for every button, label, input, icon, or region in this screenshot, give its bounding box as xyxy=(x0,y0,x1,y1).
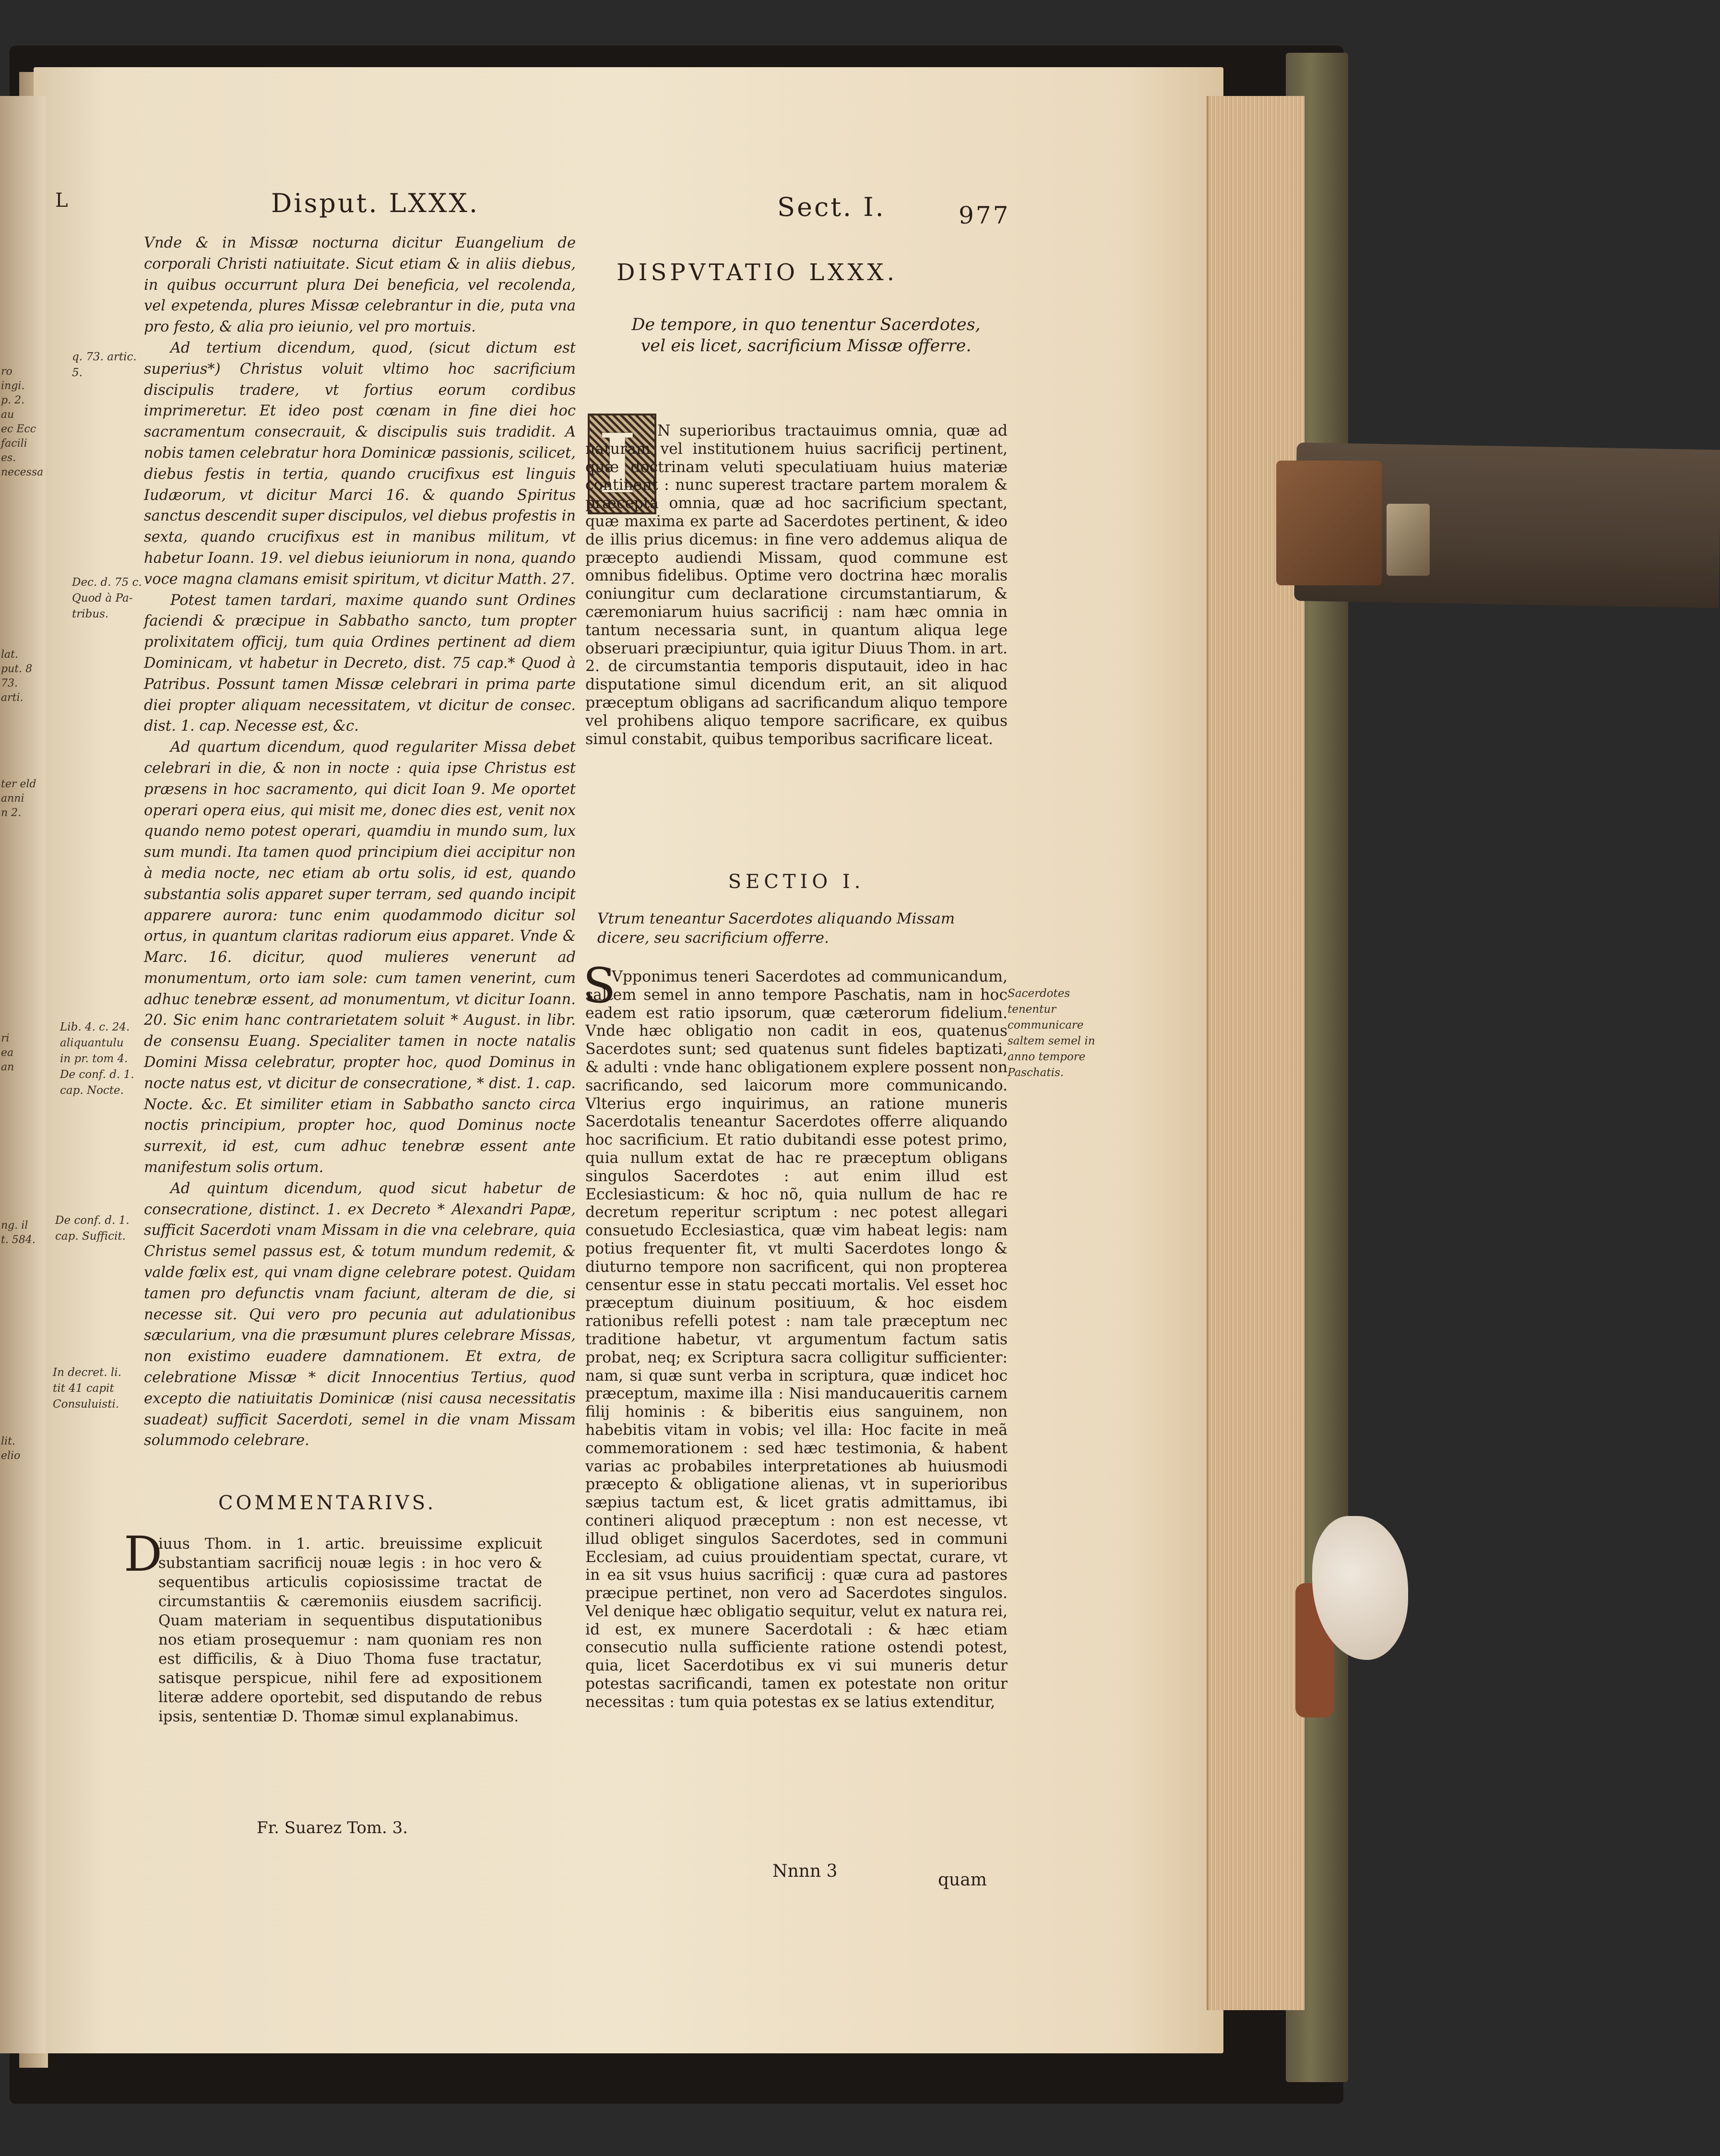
margin-note: Lib. 4. c. 24. aliquantulu in pr. tom 4. De conf. d. 1. cap. Nocte. xyxy=(60,1021,134,1097)
left-page-fragment: lat. put. 8 73. arti. xyxy=(1,649,33,704)
margin-note: Dec. d. 75 c. Quod à Pa- tribus. xyxy=(72,576,142,620)
commentary-dropcap: D xyxy=(124,1526,163,1582)
left-page-fragment: ri ea an xyxy=(1,1032,14,1073)
paragraph: Potest tamen tardari, maxime quando sunt Ordines faciendi & præcipue in Sabbatho sancto, tum propter prolixitatem officij, tum quia Ordines pertinent ad diem Dominicam, vt habetur in Decreto, dist. 75 cap.* Quod à Patribus. Possunt tamen Missæ celebrari in prima parte diei propter aliquam necessitatem, vt dicitur de consec. dist. 1. cap. Necesse est, &c. xyxy=(144,592,576,735)
catchword: quam xyxy=(938,1870,987,1890)
page-fore-edge xyxy=(1207,96,1305,2010)
stray-mark: L xyxy=(55,190,70,212)
clasp-leather-plate xyxy=(1276,461,1382,585)
section-title: SECTIO I. xyxy=(728,871,865,893)
disputatio-rubric: De tempore, in quo tenentur Sacerdotes, vel eis licet, sacrificium Missæ offerre. xyxy=(631,315,981,355)
margin-note-right: Sacerdotes tenentur communicare saltem semel in anno tempore Paschatis. xyxy=(1008,987,1095,1079)
left-page-fragment: ro ingi. p. 2. au ec Ecc facili es. necessa xyxy=(1,366,44,478)
paragraph: Ad quartum dicendum, quod regulariter Missa debet celebrari in die, & non in nocte : quia ipse Christus est præsens in hoc sacramento, qui dicit Ioan 9. Me oportet operari opera eius, qui misit me, donec dies est, venit nox quando nemo potest operari, quamdiu in mundo sum, lux sum mundi. Ita tamen quod principium diei accipitur non à media nocte, nec etiam ab ortu solis, id est, quando substantia solis apparet super terram, sed quando incipit apparere aurora: tunc enim quodammodo dicitur sol ortus, in quantum claritas radiorum eius apparet. Vnde & Marc. 16. dicitur, quod mulieres venerunt ad monumentum, orto iam sole: cum tamen venerint, cum adhuc tenebræ essent, ad monumentum, vt dicitur Ioann. 20. Sic enim hanc contrarietatem soluit * August. in libr. de consensu Euang. Specialiter tamen in nocte natalis Domini Missa celebratur, propter hoc, quod Dominus in nocte natus est, vt dicitur de consecratione, * dist. 1. cap. Nocte. &c. Et similiter etiam in Sabbatho sancto circa noctis principium, propter hoc, quod Dominus nocte surrexit, id est, cum adhuc tenebræ essent ante manifestum solis ortum. xyxy=(144,739,576,1176)
margin-note: De conf. d. 1. cap. Sufficit. xyxy=(55,1214,130,1243)
paragraph: Ad quintum dicendum, quod sicut habetur de consecratione, distinct. 1. ex Decreto * Alexandri Papæ, sufficit Sacerdoti vnam Missam in die vna celebrare, quia Christus semel passus est, & totum mundum redemit, & valde fœlix est, qui vnam digne celebrare potest. Quidam tamen pro defunctis vnam faciunt, alteram de die, si necesse sit. Qui vero pro pecunia aut adulationibus sæcularium, vna die præsumunt plures celebrare Missas, non existimo euadere damnationem. Et extra, de celebratione Missæ * dicit Innocentius Tertius, quod excepto die natiuitatis Dominicæ (nisi causa necessitatis suadeat) sufficit Sacerdoti, semel in die vnam Missam solummodo celebrare. xyxy=(144,1180,576,1449)
section-text: Vpponimus teneri Sacerdotes ad communicandum, saltem semel in anno tempore Paschatis, nam in hoc eadem est ratio ipsorum, quæ cæterorum fidelium. Vnde hæc obligatio non cadit in eos, quatenus Sacerdotes sunt; sed quatenus sunt fideles baptizati, & adulti : vnde hanc obligationem explere possent non sacrificando, sed laicorum more communicando. Vlterius ergo inquirimus, an ratione muneris Sacerdotalis teneantur Sacerdotes offerre aliquando hoc sacrificium. Et ratio dubitandi esse potest primo, quia nullum extat de hac re præceptum obligans singulos Sacerdotes : aut enim illud est Ecclesiasticum: & hoc nõ, quia nullum de hac re decretum reperitur scriptum : nec potest allegari consuetudo Ecclesiastica, quæ vim habeat legis: nam potius frequenter fit, vt multi Sacerdotes longo & diuturno tempore non sacrificent, qui non propterea censentur esse in statu peccati mortalis. Vel esset hoc præceptum diuinum positiuum, & hoc eisdem rationibus refelli potest : nam tale præceptum nec traditione habetur, vt argumentum factum satis probat, neq; ex Scriptura sacra colligitur sufficienter: nam, si quæ sunt verba in scriptura, quæ indicet hoc præceptum, maxime illa : Nisi manducaueritis carnem filij hominis : & biberitis eius sanguinem, non habebitis vitam in vobis; vel illa: Hoc facite in meã commemorationem : sed hæc testimonia, & habent varias ac probabiles interpretationes ab huiusmodi præcepto & obligatione alienas, vt in superioribus sæpius tactum est, & licet gratis admittamus, ibi contineri aliquod præceptum : non est necesse, vt illud obliget singulos Sacerdotes, sed in communi Ecclesiam, ad cuius prouidentiam spectat, curare, vt in ea sit vsus huius sacrificij : quæ cura ad pastores præcipue pertinet, non vero ad Sacerdotes singulos. Vel denique hæc obligatio sequitur, velut ex natura rei, id est, ex munere Sacerdotali : & hæc etiam consecutio nulla sufficiente ratione ostendi potest, quia, licet Sacerdotibus ex vi sui muneris detur potestas sacrificandi, tamen ex potestate non oritur necessitas : tum quia potestas ex se latius extenditur, xyxy=(585,968,1008,1711)
ornamental-initial-letter: I xyxy=(598,416,637,512)
left-page-edge xyxy=(0,96,46,2053)
paragraph: Vnde & in Missæ nocturna dicitur Euangelium de corporali Christi natiuitate. Sicut etiam & in aliis diebus, in quibus occurrunt plura Dei beneficia, vel recolenda, vel expetenda, plures Missæ celebrantur in die, puta vna pro festo, & alia pro ieiunio, vel pro mortuis. xyxy=(144,235,576,336)
left-page-fragment: lit. elio xyxy=(1,1435,21,1462)
left-page-fragment: ng. il t. 584. xyxy=(1,1220,36,1246)
margin-note: In decret. li. tit 41 capit Consuluisti. xyxy=(53,1366,121,1410)
footer-signature-left: Fr. Suarez Tom. 3. xyxy=(257,1818,408,1837)
paragraph: Ad tertium dicendum, quod, (sicut dictum est superius*) Christus voluit vltimo hoc sacrificium discipulis tradere, vt fortius eorum cordibus imprimeretur. Et ideo post cœnam in fine diei hoc sacramentum consecrauit, & discipulis suis tradidit. A nobis tamen celebratur hora Dominicæ passionis, scilicet, diebus festis in tertia, quando crucifixus est linguis Iudæorum, vt dicitur Marci 16. & quando Spiritus sanctus descendit super discipulos, vel diebus profestis in sexta, quando crucifixus est in manibus militum, vt habetur Ioann. 19. vel diebus ieiuniorum in nona, quando voce magna clamans emisit spiritum, vt dicitur Matth. 27. xyxy=(144,339,576,588)
disputatio-intro: N superioribus tractauimus omnia, quæ ad naturam vel institutionem huius sacrificij pertinent, quæ doctrinam veluti speculatiuam huius materiæ continent : nunc superest tractare partem moralem & præcepta omnia, quæ ad hoc sacrificium spectant, quæ maxima ex parte ad Sacerdotes pertinent, & ideo de illis prius dicemus: in fine vero addemus aliqua de præcepto audiendi Missam, quod commune est omnibus fidelibus. Optime vero doctrina hæc moralis coniungitur cum declaratione circumstantiarum, & cæremoniarum huius sacrificij : nam hæc omnia in tantum necessaria sunt, in quantum aliqua lege obseruari præcipiuntur, quia igitur Diuus Thom. in art. 2. de circumstantia temporis disputauit, ideo in hac disputatione simul dicendum erit, an sit aliquod præceptum obligans ad sacrificandum aliquo tempore vel prohibens aliquo tempore sacrificare, ex quibus simul constabit, quibus temporibus sacrificare liceat. xyxy=(585,422,1008,748)
signature-mark: Nnnn 3 xyxy=(772,1861,838,1881)
running-head-left: Disput. LXXX. xyxy=(271,188,480,218)
section-question: Vtrum teneantur Sacerdotes aliquando Missam dicere, seu sacrificium offerre. xyxy=(597,910,955,947)
running-head-right: Sect. I. xyxy=(777,192,886,222)
margin-note: q. 73. artic. 5. xyxy=(72,351,137,379)
left-column xyxy=(144,233,576,1451)
section-dropcap: S xyxy=(583,958,616,1014)
commentary-title: COMMENTARIVS. xyxy=(218,1492,437,1514)
clasp-metal-catch xyxy=(1387,504,1430,576)
folio-number: 977 xyxy=(959,201,1010,229)
commentary-text: iuus Thom. in 1. artic. breuissime explicuit substantiam sacrificij nouæ legis : in hoc vero & sequentibus articulis copiosissime tractat de circumstantiis & cæremoniis eiusdem sacrificij. Quam materiam in sequentibus disputationibus nos etiam prosequemur : nam quoniam res non est difficilis, & à Diuo Thoma fuse tractatur, satisque perspicue, nihil fere ad expositionem literæ addere oportebit, sed disputando de rebus ipsis, sententiæ D. Thomæ simul explanabimus. xyxy=(158,1535,542,1725)
left-page-fragment: ter eld anni n 2. xyxy=(1,778,36,819)
disputatio-title: DISPVTATIO LXXX. xyxy=(617,259,898,286)
